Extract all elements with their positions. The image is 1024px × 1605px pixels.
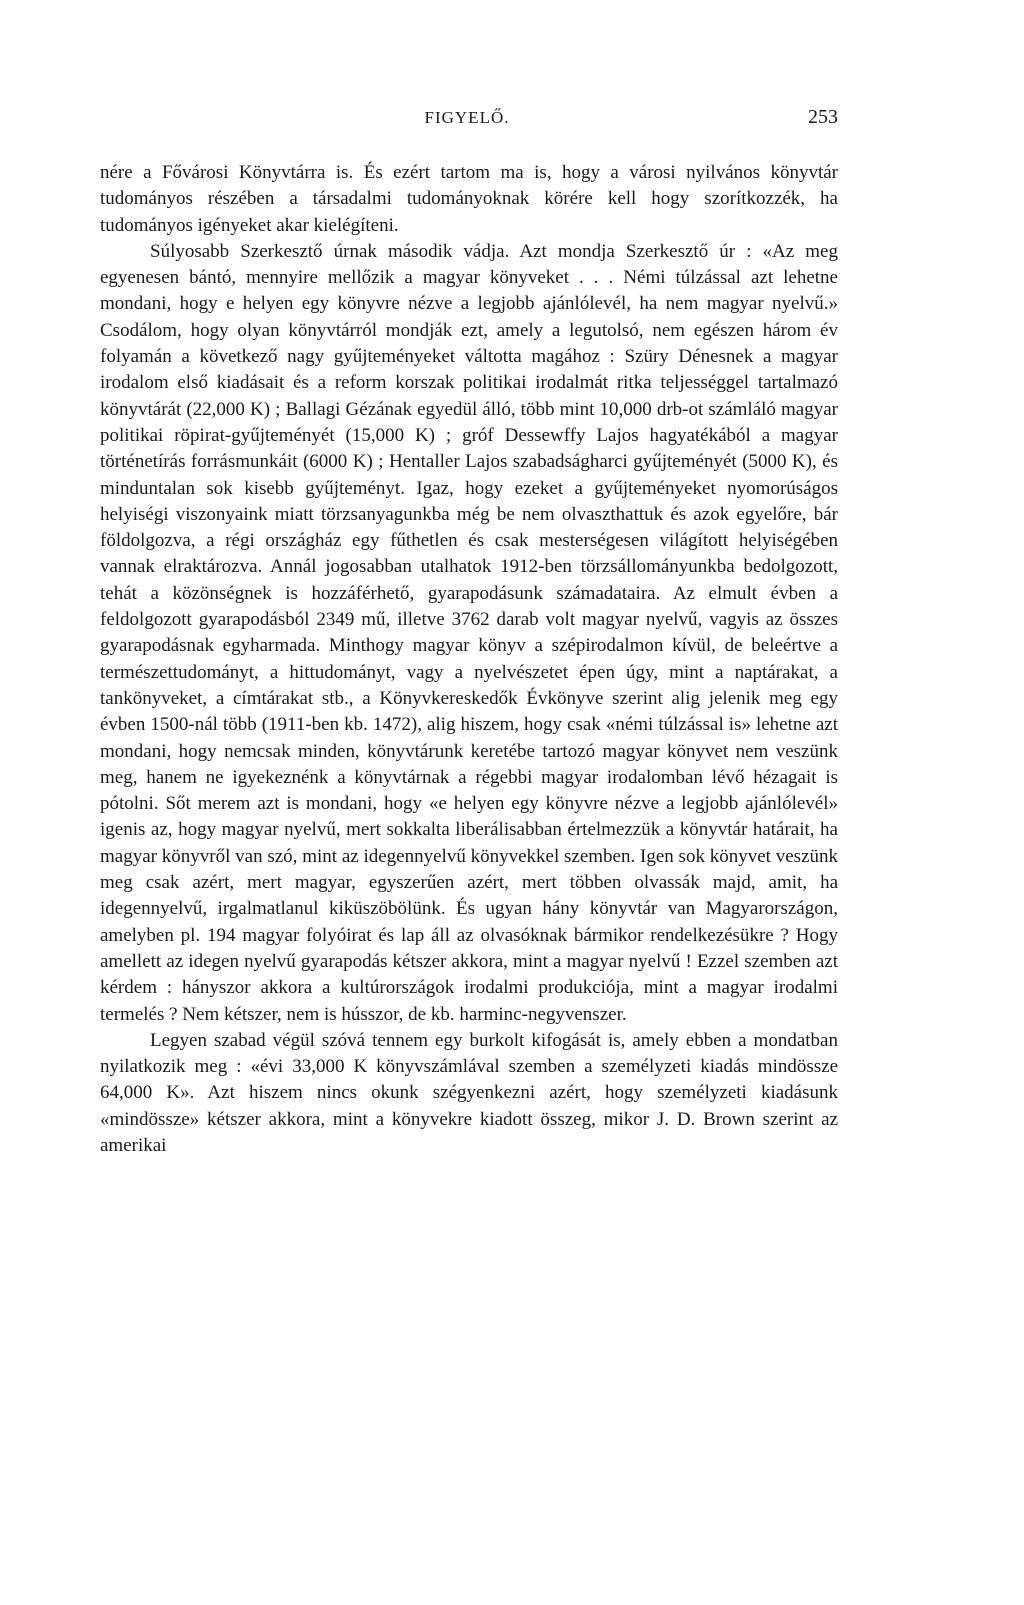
- paragraph-3: Legyen szabad végül szóvá tennem egy burkolt kifogását is, amely ebben a mondatban nyilatkozik meg : «évi 33,000 K könyvszámlával szemben a személyzeti kiadás mindössze 64,000 K». Azt hiszem nincs okunk szégyenkezni azért, hogy személyzeti kiadásunk «mindössze» kétszer akkora, mint a könyvekre kiadott összeg, mikor J. D. Brown szerint az amerikai: [100, 1029, 838, 1156]
- page-number: 253: [808, 106, 838, 128]
- page-header: [96, 108, 838, 142]
- running-head: FIGYELŐ.: [424, 108, 510, 127]
- body-text: [100, 160, 838, 1159]
- paragraph-1: nére a Fővárosi Könyvtárra is. És ezért tartom ma is, hogy a városi nyilvános könyvtár tudományos részében a társadalmi tudományoknak körére kell hogy szorítkozzék, ha tudományos igényeket akar kielégíteni.: [100, 162, 838, 236]
- paragraph-2: Súlyosabb Szerkesztő úrnak második vádja. Azt mondja Szerkesztő úr : «Az meg egyenesen bántó, mennyire mellőzik a magyar könyveket . . . Némi túlzással azt lehetne mondani, hogy e helyen egy könyvre nézve a legjobb ajánlólevél, ha nem magyar nyelvű.» Csodálom, hogy olyan könyvtárról mondják ezt, amely a legutolsó, nem egészen három év folyamán a következő nagy gyűjteményeket váltotta magához : Szüry Dénesnek a magyar irodalom első kiadásait és a reform korszak politikai irodalmát ritka teljességgel tartalmazó könyvtárát (22,000 K) ; Ballagi Gézának egyedül álló, több mint 10,000 drb-ot számláló magyar politikai röpirat-gyűjteményét (15,000 K) ; gróf Dessewffy Lajos hagyatékából a magyar történetírás forrásmunkáit (6000 K) ; Hentaller Lajos szabadságharci gyűjteményét (5000 K), és minduntalan sok kisebb gyűjteményt. Igaz, hogy ezeket a gyűjteményeket nyomorúságos helyiségi viszonyaink miatt törzsanyagunkba még be nem olvaszthattuk és azok egyelőre, bár földolgozva, a régi országház egy fűthetlen és csak mesterségesen világított helyiségében vannak elraktározva. Annál jogosabban utalhatok 1912-ben törzsállományunkba bedolgozott, tehát a közönségnek is hozzáférhető, gyarapodásunk számadataira. Az elmult évben a feldolgozott gyarapodásból 2349 mű, illetve 3762 darab volt magyar nyelvű, vagyis az összes gyarapodásnak egyharmada. Minthogy magyar könyv a szépirodalmon kívül, de beleértve a természettudományt, a hittudományt, vagy a nyelvészetet épen úgy, mint a naptárakat, a tankönyveket, a címtárakat stb., a Könyvkereskedők Évkönyve szerint alig jelenik meg egy évben 1500-nál több (1911-ben kb. 1472), alig hiszem, hogy csak «némi túlzással is» lehetne azt mondani, hogy nemcsak minden, könyvtárunk keretébe tartozó magyar könyvet nem veszünk meg, hanem ne igyekeznénk a könyvtárnak a régebbi magyar irodalomban lévő hézagait is pótolni. Sőt merem azt is mondani, hogy «e helyen egy könyvre nézve a legjobb ajánlólevél» igenis az, hogy magyar nyelvű, mert sokkalta liberálisabban értelmezzük a könyvtár határait, ha magyar könyvről van szó, mint az idegennyelvű könyvekkel szemben. Igen sok könyvet veszünk meg csak azért, mert magyar, egyszerűen azért, mert többen olvassák majd, amit, ha idegennyelvű, irgalmatlanul kiküszöbölünk. És ugyan hány könyvtár van Magyarországon, amelyben pl. 194 magyar folyóirat és lap áll az olvasóknak bármikor rendelkezésükre ? Hogy amellett az idegen nyelvű gyarapodás kétszer akkora, mint a magyar nyelvű ! Ezzel szemben azt kérdem : hányszor akkora a kultúrországok irodalmi produkciója, mint a magyar irodalmi termelés ? Nem kétszer, nem is hússzor, de kb. harminc-negyvenszer.: [100, 240, 838, 1025]
